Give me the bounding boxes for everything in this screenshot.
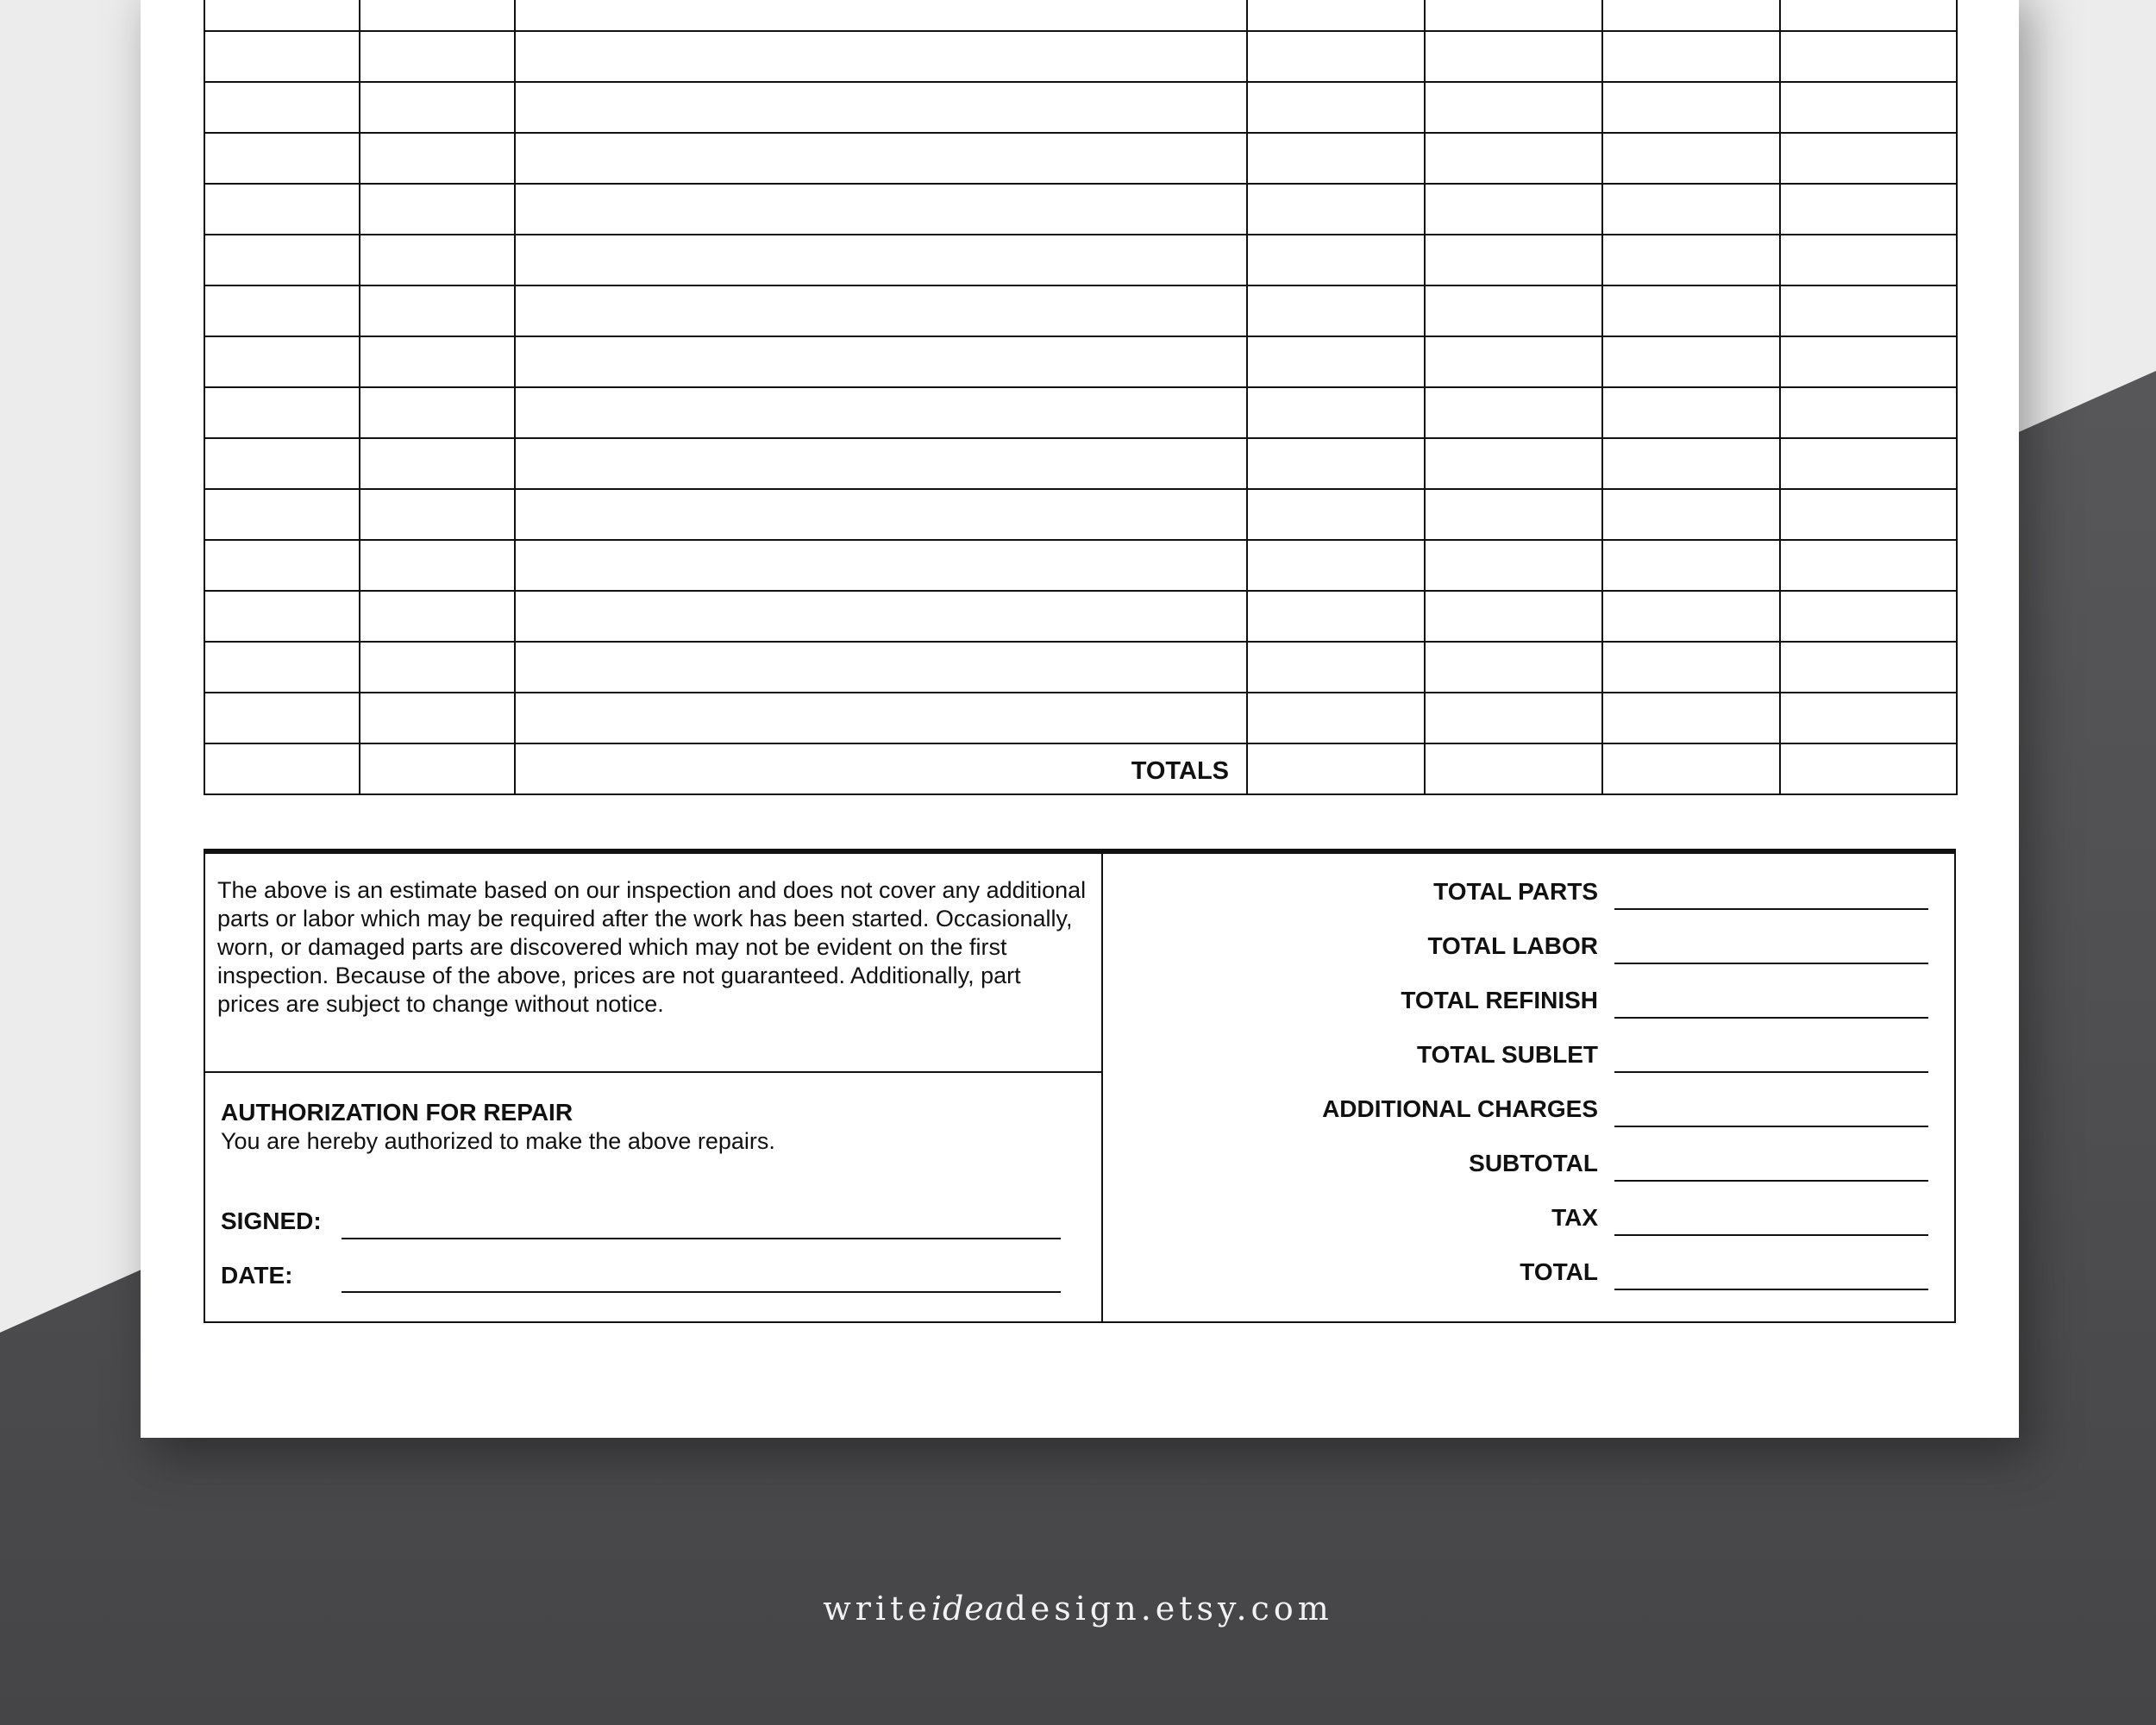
table-row [204, 642, 1957, 693]
table-row [204, 285, 1957, 336]
table-cell[interactable] [360, 489, 515, 540]
table-cell[interactable] [1425, 82, 1602, 133]
totals-cell[interactable] [360, 743, 515, 794]
signed-field[interactable] [342, 1238, 1061, 1239]
totals-cell[interactable] [1780, 743, 1957, 794]
vertical-divider [1101, 854, 1103, 1321]
table-row [204, 489, 1957, 540]
footer-script: idea [931, 1590, 1006, 1628]
totals-row [204, 743, 1957, 794]
table-cell[interactable] [360, 31, 515, 82]
table-cell[interactable] [360, 285, 515, 336]
footer-suffix: design.etsy.com [1005, 1590, 1333, 1628]
table-cell[interactable] [360, 336, 515, 387]
summary-row [1137, 1204, 1930, 1239]
authorization-title: AUTHORIZATION FOR REPAIR [221, 1099, 573, 1126]
table-cell[interactable] [1780, 336, 1957, 387]
table-cell[interactable] [1247, 82, 1425, 133]
table-cell[interactable] [204, 82, 360, 133]
table-cell[interactable] [1425, 438, 1602, 489]
table-cell[interactable] [1425, 31, 1602, 82]
date-field[interactable] [342, 1291, 1061, 1293]
table-cell[interactable] [515, 591, 1247, 642]
summary-value-field[interactable] [1614, 1180, 1928, 1182]
table-cell[interactable] [1602, 591, 1780, 642]
table-cell[interactable] [204, 591, 360, 642]
lower-section [204, 854, 1956, 1323]
summary-row [1137, 932, 1930, 967]
table-cell[interactable] [515, 82, 1247, 133]
summary-value-field[interactable] [1614, 1071, 1928, 1073]
table-cell[interactable] [1247, 489, 1425, 540]
table-cell[interactable] [204, 438, 360, 489]
table-cell[interactable] [1425, 642, 1602, 693]
table-cell[interactable] [1780, 693, 1957, 743]
table-cell[interactable] [1247, 591, 1425, 642]
table-cell[interactable] [1602, 693, 1780, 743]
summary-label: TAX [1551, 1204, 1598, 1231]
table-row [204, 31, 1957, 82]
table-cell[interactable] [515, 285, 1247, 336]
table-cell[interactable] [1425, 387, 1602, 438]
table-cell[interactable] [1425, 184, 1602, 235]
table-cell[interactable] [1247, 693, 1425, 743]
table-cell[interactable] [204, 285, 360, 336]
totals-cell[interactable] [204, 743, 360, 794]
table-cell[interactable] [1602, 133, 1780, 184]
table-cell[interactable] [204, 133, 360, 184]
table-cell[interactable] [360, 133, 515, 184]
table-cell[interactable] [360, 642, 515, 693]
table-cell[interactable] [1247, 387, 1425, 438]
table-cell[interactable] [1425, 489, 1602, 540]
table-cell[interactable] [1780, 184, 1957, 235]
date-label: DATE: [221, 1262, 293, 1289]
table-row [204, 336, 1957, 387]
summary-value-field[interactable] [1614, 1126, 1928, 1127]
table-row [204, 693, 1957, 743]
table-cell[interactable] [204, 387, 360, 438]
table-cell[interactable] [515, 540, 1247, 591]
footer-watermark [0, 1590, 2156, 1628]
totals-cell[interactable] [1602, 743, 1780, 794]
table-cell[interactable] [1780, 285, 1957, 336]
table-row [204, 184, 1957, 235]
table-cell[interactable] [1780, 489, 1957, 540]
summary-value-field[interactable] [1614, 908, 1928, 910]
table-row [204, 438, 1957, 489]
table-cell[interactable] [1247, 438, 1425, 489]
table-cell[interactable] [360, 184, 515, 235]
table-cell[interactable] [1247, 642, 1425, 693]
table-cell[interactable] [515, 235, 1247, 285]
estimate-line-items-table [204, 0, 1958, 795]
table-row [204, 235, 1957, 285]
table-cell[interactable] [360, 591, 515, 642]
table-cell[interactable] [204, 336, 360, 387]
table-cell[interactable] [515, 184, 1247, 235]
summary-label: TOTAL PARTS [1433, 878, 1598, 905]
table-cell[interactable] [1247, 184, 1425, 235]
table-cell[interactable] [515, 336, 1247, 387]
table-cell[interactable] [360, 82, 515, 133]
table-cell[interactable] [1425, 693, 1602, 743]
summary-label: TOTAL REFINISH [1401, 987, 1598, 1013]
table-cell[interactable] [1425, 285, 1602, 336]
summary-label: ADDITIONAL CHARGES [1322, 1095, 1598, 1122]
table-cell[interactable] [204, 540, 360, 591]
table-cell[interactable] [1780, 642, 1957, 693]
table-cell[interactable] [1780, 133, 1957, 184]
table-cell[interactable] [1780, 387, 1957, 438]
table-row [204, 133, 1957, 184]
summary-row [1137, 1041, 1930, 1076]
table-cell[interactable] [1425, 591, 1602, 642]
table-cell[interactable] [1602, 184, 1780, 235]
table-cell[interactable] [1425, 540, 1602, 591]
summary-row [1137, 1150, 1930, 1184]
table-row [204, 591, 1957, 642]
table-cell[interactable] [1247, 31, 1425, 82]
table-cell[interactable] [1780, 82, 1957, 133]
table-cell[interactable] [515, 642, 1247, 693]
table-cell[interactable] [1425, 235, 1602, 285]
table-cell[interactable] [1780, 31, 1957, 82]
totals-cell[interactable] [1425, 743, 1602, 794]
table-cell[interactable] [204, 31, 360, 82]
table-cell[interactable] [515, 693, 1247, 743]
footer-prefix: write [823, 1590, 931, 1628]
summary-row [1137, 1258, 1930, 1293]
summary-row [1137, 987, 1930, 1021]
table-cell[interactable] [1602, 235, 1780, 285]
totals-label: TOTALS [515, 743, 1247, 794]
summary-value-field[interactable] [1614, 1017, 1928, 1019]
table-cell[interactable] [1247, 336, 1425, 387]
table-cell[interactable] [1602, 285, 1780, 336]
table-cell[interactable] [1780, 540, 1957, 591]
table-row [204, 387, 1957, 438]
summary-label: TOTAL LABOR [1427, 932, 1598, 959]
table-cell[interactable] [1602, 642, 1780, 693]
authorization-text: You are hereby authorized to make the above repairs. [221, 1128, 775, 1154]
table-cell[interactable] [1602, 540, 1780, 591]
summary-label: TOTAL SUBLET [1417, 1041, 1598, 1068]
summary-value-field[interactable] [1614, 1289, 1928, 1290]
table-cell[interactable] [204, 489, 360, 540]
table-cell[interactable] [515, 133, 1247, 184]
table-cell[interactable] [1247, 540, 1425, 591]
table-cell[interactable] [1247, 235, 1425, 285]
table-cell[interactable] [204, 235, 360, 285]
summary-value-field[interactable] [1614, 963, 1928, 964]
table-cell[interactable] [204, 693, 360, 743]
table-cell[interactable] [1602, 489, 1780, 540]
table-cell[interactable] [1247, 133, 1425, 184]
table-cell[interactable] [360, 438, 515, 489]
table-cell[interactable] [515, 387, 1247, 438]
table-cell[interactable] [1602, 336, 1780, 387]
table-cell[interactable] [1780, 438, 1957, 489]
table-row [204, 540, 1957, 591]
summary-row [1137, 1095, 1930, 1130]
table-cell[interactable] [1247, 285, 1425, 336]
summary-label: TOTAL [1520, 1258, 1598, 1285]
table-row [204, 0, 1957, 31]
table-cell[interactable] [1602, 438, 1780, 489]
table-cell[interactable] [360, 540, 515, 591]
disclaimer-text: The above is an estimate based on our inspection and does not cover any additional parts or labor which may be required after the work has been started. Occasionally, worn, or damaged parts are discovered which may not be evident on the first inspection. Because of the above, prices are not guaranteed. Additionally, part prices are subject to change without notice. [217, 877, 1087, 1017]
table-cell[interactable] [1602, 31, 1780, 82]
table-cell[interactable] [204, 642, 360, 693]
table-cell[interactable] [1602, 82, 1780, 133]
table-cell[interactable] [360, 693, 515, 743]
table-cell[interactable] [360, 235, 515, 285]
summary-value-field[interactable] [1614, 1234, 1928, 1236]
table-cell[interactable] [1780, 235, 1957, 285]
signed-label: SIGNED: [221, 1208, 322, 1234]
table-cell[interactable] [1425, 336, 1602, 387]
table-cell[interactable] [515, 489, 1247, 540]
totals-cell[interactable] [1247, 743, 1425, 794]
summary-label: SUBTOTAL [1469, 1150, 1598, 1176]
table-cell[interactable] [1425, 133, 1602, 184]
table-cell[interactable] [515, 438, 1247, 489]
horizontal-divider [205, 1071, 1102, 1073]
table-cell[interactable] [1602, 387, 1780, 438]
table-cell[interactable] [1780, 591, 1957, 642]
summary-row [1137, 878, 1930, 913]
table-cell[interactable] [204, 184, 360, 235]
table-row [204, 82, 1957, 133]
table-cell[interactable] [515, 31, 1247, 82]
table-cell[interactable] [360, 387, 515, 438]
